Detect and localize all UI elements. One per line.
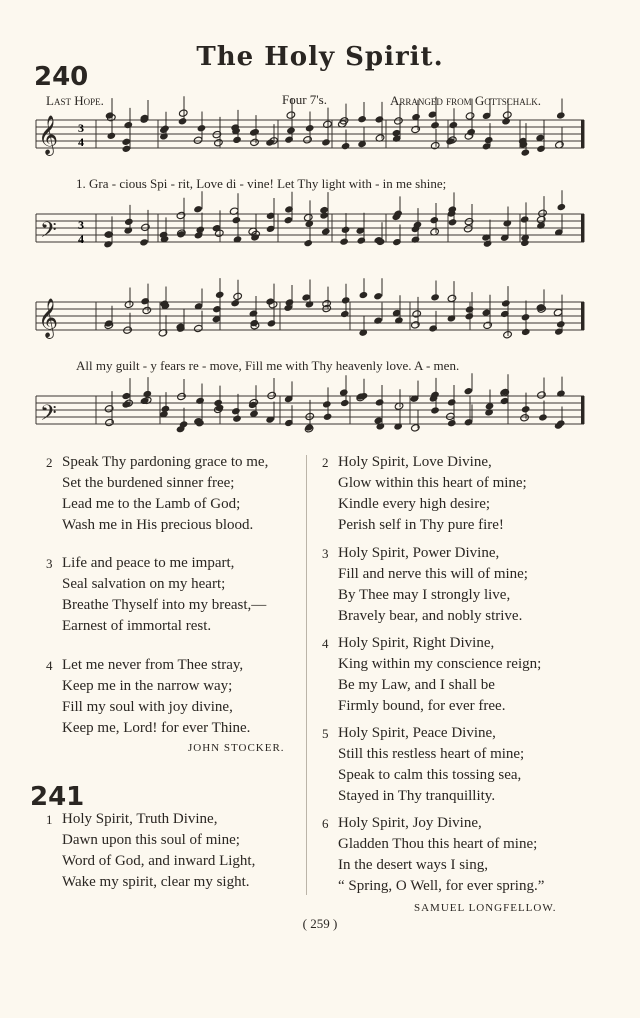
stanza-line: Bravely bear, and nobly strive. <box>338 608 523 624</box>
clefs <box>38 115 84 431</box>
stanza-241-2 <box>322 452 527 536</box>
stanza-number: 4 <box>46 658 53 673</box>
stanza-line: Holy Spirit, Love Divine, <box>338 454 492 470</box>
svg-text:4: 4 <box>78 135 84 149</box>
stanza-number: 6 <box>322 816 329 831</box>
stanza-241-6 <box>322 813 545 897</box>
stanza-line: Life and peace to me impart, <box>62 555 235 571</box>
column-divider <box>306 455 307 895</box>
staff-lines <box>36 120 584 424</box>
stanza-line: Seal salvation on my heart; <box>62 576 226 592</box>
svg-text:𝄞: 𝄞 <box>38 115 59 155</box>
stanza-line: Lead me to the Lamb of God; <box>62 496 241 512</box>
hymn-number-240: 240 <box>34 62 89 92</box>
svg-text:𝄞: 𝄞 <box>38 298 59 338</box>
stanza-line: Word of God, and inward Light, <box>62 853 256 869</box>
stanza-line: Firmly bound, for ever free. <box>338 698 506 714</box>
stanza-line: King within my conscience reign; <box>338 656 542 672</box>
stanza-line: Fill and nerve this will of mine; <box>338 566 528 582</box>
stanza-241-4 <box>322 633 542 717</box>
stanza-line: Holy Spirit, Joy Divine, <box>338 815 482 831</box>
notes <box>103 96 566 433</box>
stanza-line: Dawn upon this soul of mine; <box>62 832 240 848</box>
stanza-240-3 <box>46 553 267 637</box>
svg-text:𝄢: 𝄢 <box>40 401 57 431</box>
stanza-240-2 <box>46 452 269 536</box>
svg-text:3: 3 <box>78 121 84 135</box>
lyric-line-2: All my guilt - y fears re - move, Fill me with Thy heavenly love. A - men. <box>76 358 460 373</box>
stanza-line: Be my Law, and I shall be <box>338 677 495 693</box>
stanza-number: 4 <box>322 636 329 651</box>
stanza-241-3 <box>322 543 528 627</box>
stanza-line: In the desert ways I sing, <box>338 857 488 873</box>
author-241: SAMUEL LONGFELLOW. <box>414 902 557 914</box>
stanza-line: Kindle every high desire; <box>338 496 491 512</box>
stanza-line: Glow within this heart of mine; <box>338 475 527 491</box>
stanza-line: Holy Spirit, Right Divine, <box>338 635 495 651</box>
stanza-241-1 <box>46 809 256 893</box>
stanza-line: Earnest of immortal rest. <box>62 618 212 634</box>
stanza-line: “ Spring, O Well, for ever spring.” <box>338 878 545 894</box>
stanza-line: Holy Spirit, Power Divine, <box>338 545 500 561</box>
author-240: JOHN STOCKER. <box>188 742 285 754</box>
stanza-line: Gladden Thou this heart of mine; <box>338 836 538 852</box>
stanza-line: Keep me, Lord! for ever Thine. <box>62 720 251 736</box>
svg-text:4: 4 <box>78 232 84 246</box>
stanza-line: Speak Thy pardoning grace to me, <box>62 454 269 470</box>
stanza-line: Wash me in His precious blood. <box>62 517 254 533</box>
stanza-number: 2 <box>46 455 53 470</box>
lyric-line-1: 1. Gra - cious Spi - rit, Love di - vine! Let Thy light with - in me shine; <box>76 176 447 191</box>
music-score <box>0 0 640 450</box>
stanza-line: Set the burdened sinner free; <box>62 475 235 491</box>
svg-text:𝄢: 𝄢 <box>40 218 57 248</box>
stanza-line: Holy Spirit, Truth Divine, <box>62 811 218 827</box>
meter: Four 7's. <box>282 92 327 107</box>
stanza-line: Breathe Thyself into my breast,— <box>62 597 267 613</box>
stanza-number: 2 <box>322 455 329 470</box>
stanza-241-5 <box>322 723 525 807</box>
stanza-line: Fill my soul with joy divine, <box>62 699 233 715</box>
stanza-number: 1 <box>46 812 53 827</box>
stanza-line: By Thee may I strongly live, <box>338 587 511 603</box>
stanza-line: Stayed in Thy tranquillity. <box>338 788 496 804</box>
stanza-line: Let me never from Thee stray, <box>62 657 244 673</box>
stanza-line: Wake my spirit, clear my sight. <box>62 874 250 890</box>
stanza-number: 3 <box>322 546 329 561</box>
arranger: Arranged from Gottschalk. <box>390 93 542 108</box>
stanza-240-4 <box>46 655 251 739</box>
stanza-line: Keep me in the narrow way; <box>62 678 233 694</box>
page-title: The Holy Spirit. <box>196 42 444 72</box>
hymn-number-241: 241 <box>30 782 85 812</box>
stanza-line: Perish self in Thy pure fire! <box>338 517 504 533</box>
tune-name: Last Hope. <box>46 93 104 108</box>
stanza-line: Speak to calm this tossing sea, <box>338 767 522 783</box>
stanza-number: 5 <box>322 726 329 741</box>
stanza-line: Still this restless heart of mine; <box>338 746 525 762</box>
stanza-line: Holy Spirit, Peace Divine, <box>338 725 496 741</box>
stanza-number: 3 <box>46 556 53 571</box>
svg-text:3: 3 <box>78 218 84 232</box>
page-number: ( 259 ) <box>302 916 338 931</box>
